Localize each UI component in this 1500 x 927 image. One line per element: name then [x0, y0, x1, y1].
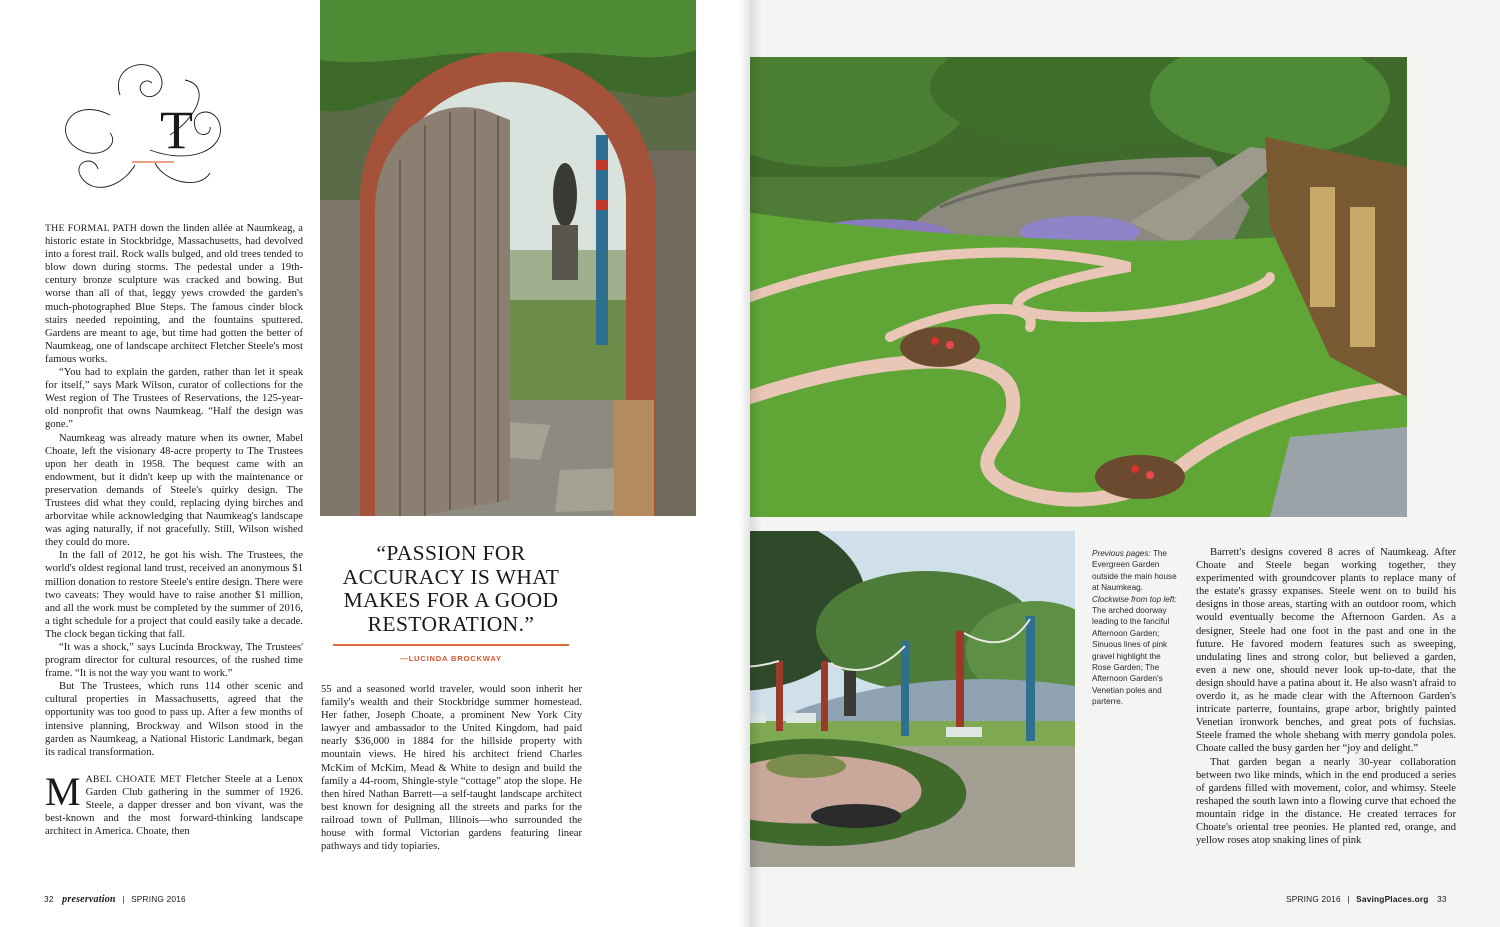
magazine-brand: preservation: [62, 894, 116, 905]
photo-venetian-poles: [750, 531, 1075, 867]
pull-quote-attribution: —LUCINDA BROCKWAY: [400, 654, 502, 663]
section-smallcaps: ABEL CHOATE MET: [85, 773, 182, 785]
issue-date-left: SPRING 2016: [131, 894, 186, 904]
body-column-left: [45, 222, 303, 872]
paragraph: “You had to explain the garden, rather than let it speak for itself,” says Mark Wilson, curator of collections for the West region of The Trustees of Reservations, the 125-year-old nonprofit that owns Naumkeag. “Half the design was gone.”: [45, 367, 303, 431]
section-drop-cap: M: [45, 768, 81, 814]
body-column-right: [1196, 546, 1456, 876]
paragraph: Naumkeag was already mature when its owner, Mabel Choate, left the visionary 48-acre property to The Trustees upon her death in 1958. The bequest came with an endowment, but it didn't keep up with the maintenance or preservation demands of Steele's quirky design. The Trustees did what they could, replacing dying birches and arborvitae while acknowledging that Naumkeag's landscape was aging naturally, if not gracefully. Still, Wilson wished they could do more.: [45, 432, 303, 549]
flourish-ornament: [50, 55, 240, 205]
photo-arched-doorway: [320, 0, 696, 516]
paragraph: 55 and a seasoned world traveler, would soon inherit her family's wealth and their Stockbridge summer homestead. Her father, Joseph Choate, a prominent New York City lawyer and ambassador to the United Kingdom, had paid nearly $36,000 in 1884 for the hillside property with mountain views. He hired his architect friend Charles McKim of McKim, Mead & White to design and build the family a 44-room, Shingle-style “cottage” atop the slope. He then hired Nathan Barrett—a self-taught landscape architect best known for designing all the streets and parks for the railroad town of Pullman, Illinois—who surrounded the house with formal Victorian gardens featuring linear pathways and tidy topiaries.: [321, 684, 582, 853]
paragraph: “It was a shock,” says Lucinda Brockway, The Trustees' program director for cultural resources, of the rushed time frame. “It is not the way you want to work.”: [45, 642, 303, 680]
page-number-right: 33: [1437, 894, 1447, 904]
pull-quote-text: “PASSION FOR ACCURACY IS WHAT MAKES FOR A GOOD RESTORATION.”: [342, 541, 560, 636]
photo-rose-garden: [750, 57, 1407, 517]
right-page: [750, 0, 1500, 927]
footer-left: 32 preservation | SPRING 2016: [44, 894, 186, 905]
paragraph: In the fall of 2012, he got his wish. The Trustees, the world's oldest regional land trust, received an anonymous $1 million donation to restore Steele's entire design. There were two caveats: They would have to raise another $1 million, and all the work must be completed by the summer of 2016, a tight schedule for a project that could easily take a decade. The clock began ticking that fall.: [45, 550, 303, 640]
paragraph: That garden began a nearly 30-year collaboration between two like minds, which in the end produced a series of gardens filled with movement, color, and whimsy. Steele reshaped the south lawn into a flowing curve that echoed the mountain ridge in the distance. He created terraces for Choate's oriental tree peonies. He planted red, orange, and yellow roses atop snaking lines of pink: [1196, 756, 1456, 847]
website-link[interactable]: SavingPlaces.org: [1356, 894, 1429, 904]
page-number-left: 32: [44, 894, 54, 904]
paragraph: But The Trustees, which runs 114 other scenic and cultural properties in Massachusetts, agreed that the opportunity was too good to pass up. After a few months of intensive planning, Brockway and Wilson stood in the garden as Naumkeag, a National Historic Landmark, began its radical transformation.: [45, 681, 303, 758]
footer-right: SPRING 2016 | SavingPlaces.org 33: [1286, 894, 1447, 904]
spine-shadow: [738, 0, 762, 927]
photo-caption: Previous pages: The Evergreen Garden outside the main house at Naumkeag. Clockwise from top left: The arched doorway leading to the fanciful Afternoon Garden; Sinuous lines of pink gravel highlight the Rose Garden; The Afternoon Garden's Venetian poles and parterre.: [1092, 549, 1177, 707]
pull-quote: [322, 542, 580, 663]
pull-quote-rule: [333, 644, 569, 646]
section-paragraph: MABEL CHOATE MET Fletcher Steele at a Lenox Garden Club gathering in the summer of 1926. Steele, a dapper dresser and bon vivant, was the best-known and the most forward-thinking landscape architect in America. Choate, then: [45, 768, 304, 838]
caption-lead-previous: Previous pages:: [1092, 549, 1151, 558]
drop-cap-letter: T: [160, 100, 193, 160]
issue-date-right: SPRING 2016: [1286, 894, 1341, 904]
paragraph: Barrett's designs covered 8 acres of Naumkeag. After Choate and Steele began working together, they experimented with groundcover plants to replace many of the estate's grassy expanses. Steele went on to build his designs in those areas, starting with an outdoor room, which would eventually become the Afternoon Garden. As a designer, Steele had one foot in the past and one in the future. He favored modern features such as sweeping, undulating lines and strong color, but believed a garden, even a new one, should never look up-to-date, that the design should have a patina about it. He also wasn't afraid to overdo it, as he made clear with the Afternoon Garden's intricate parterre, fountains, grape arbor, brightly painted Venetian ironwork benches, and great pots of fuchsias. Steele framed the whole shebang with merry gondola poles. Choate called the busy garden her “joy and delight.”: [1196, 547, 1456, 755]
opening-smallcaps: THE FORMAL PATH: [45, 223, 138, 234]
drop-cap-ornament: [50, 55, 240, 205]
caption-lead-clockwise: Clockwise from top left:: [1092, 594, 1177, 604]
body-column-middle: [321, 683, 582, 878]
paragraph: THE FORMAL PATH down the linden allée at Naumkeag, a historic estate in Stockbridge, Massachusetts, had devolved into a forest trail. Rock walls bulged, and old trees tended to blow down during storms. The pedestal under a 19th-century bronze sculpture was cracked and bowing. But worse than all of that, leggy yews crowded the garden's much-photographed Blue Steps. The famous cinder block stairs needed repointing, and the fountains sputtered. Gardens are meant to age, but time had gotten the better of Naumkeag, one of landscape architect Fletcher Steele's most famous works.: [45, 223, 303, 365]
